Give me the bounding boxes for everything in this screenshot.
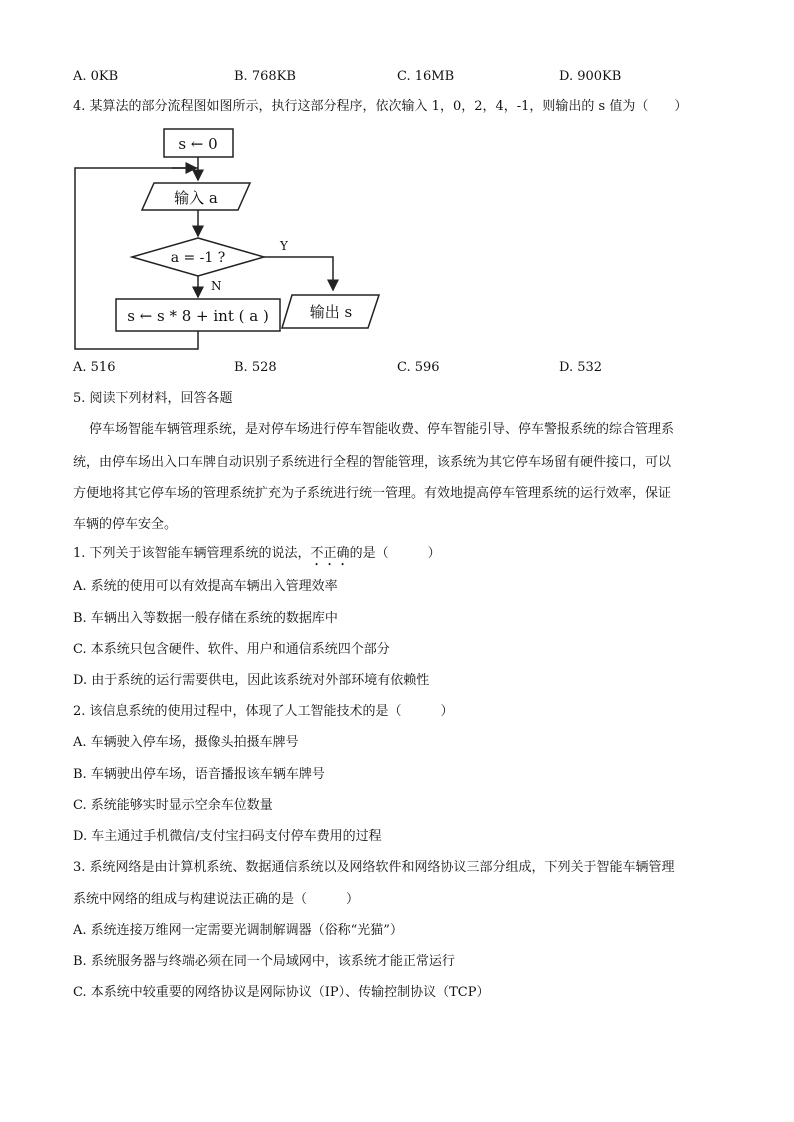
option-b: B. 528 [234, 360, 277, 375]
sub2-stem: 2. 该信息系统的使用过程中，体现了人工智能技术的是（ ） [73, 704, 454, 719]
sub3-option-a: A. 系统连接万维网一定需要光调制解调器（俗称“光猫”） [73, 923, 403, 938]
option-b: B. 768KB [234, 69, 296, 84]
option-d: D. 900KB [559, 69, 622, 84]
q5-stem: 5. 阅读下列材料，回答各题 [73, 391, 233, 406]
sub2-option-a: A. 车辆驶入停车场，摄像头拍摄车牌号 [73, 735, 299, 750]
decision-label: a = -1 ? [170, 250, 226, 266]
option-a: A. 516 [73, 360, 116, 375]
sub3-stem-line: 3. 系统网络是由计算机系统、数据通信系统以及网络软件和网络协议三部分组成，下列关于智能车辆管理 [73, 860, 675, 875]
sub1-stem-before: 1. 下列关于该智能车辆管理系统的说法， [73, 546, 311, 561]
sub3-stem-line: 系统中网络的组成与构建说法正确的是（ ） [73, 892, 360, 907]
sub1-option-a: A. 系统的使用可以有效提高车辆出入管理效率 [73, 579, 338, 594]
sub1-option-c: C. 本系统只包含硬件、软件、用户和通信系统四个部分 [73, 642, 390, 657]
input-label: 输入 a [174, 189, 218, 207]
no-label: N [211, 279, 222, 293]
passage-line: 车辆的停车安全。 [73, 517, 178, 532]
option-d: D. 532 [559, 360, 603, 375]
sub2-option-c: C. 系统能够实时显示空余车位数量 [73, 798, 273, 813]
option-c: C. 16MB [397, 69, 455, 84]
sub2-option-b: B. 车辆驶出停车场，语音播报该车辆车牌号 [73, 767, 325, 782]
process-label: s ← s * 8 + int ( a ) [127, 307, 269, 325]
passage-line: 方便地将其它停车场的管理系统扩充为子系统进行统一管理。有效地提高停车管理系统的运行效率，保证 [73, 486, 672, 501]
sub1-stem-emphasis: 不正确 [310, 546, 350, 561]
sub1-stem-after: 的是（ ） [349, 546, 441, 561]
sub1-option-b: B. 车辆出入等数据一般存储在系统的数据库中 [73, 611, 338, 626]
sub1-stem [73, 545, 441, 569]
yes-label: Y [280, 239, 288, 253]
sub3-option-c: C. 本系统中较重要的网络协议是网际协议（IP）、传输控制协议（TCP） [73, 985, 490, 1000]
sub2-option-d: D. 车主通过手机微信/支付宝扫码支付停车费用的过程 [73, 829, 382, 844]
passage-line: 统，由停车场出入口车牌自动识别子系统进行全程的智能管理，该系统为其它停车场留有硬件接口，可以 [73, 455, 672, 470]
sub1-option-d: D. 由于系统的运行需要供电，因此该系统对外部环境有依赖性 [73, 673, 430, 688]
sub3-option-b: B. 系统服务器与终端必须在同一个局域网中，该系统才能正常运行 [73, 954, 455, 969]
init-label: s ← 0 [178, 135, 218, 153]
passage-line: 停车场智能车辆管理系统，是对停车场进行停车智能收费、停车智能引导、停车警报系统的综合管理系 [89, 422, 675, 437]
option-c: C. 596 [397, 360, 440, 375]
option-a: A. 0KB [73, 69, 119, 84]
flowchart [72, 124, 382, 352]
q4-stem: 4. 某算法的部分流程图如图所示，执行这部分程序，依次输入 1，0，2，4，-1，则输出的 s 值为（ ） [73, 99, 688, 114]
output-label: 输出 s [309, 303, 353, 321]
